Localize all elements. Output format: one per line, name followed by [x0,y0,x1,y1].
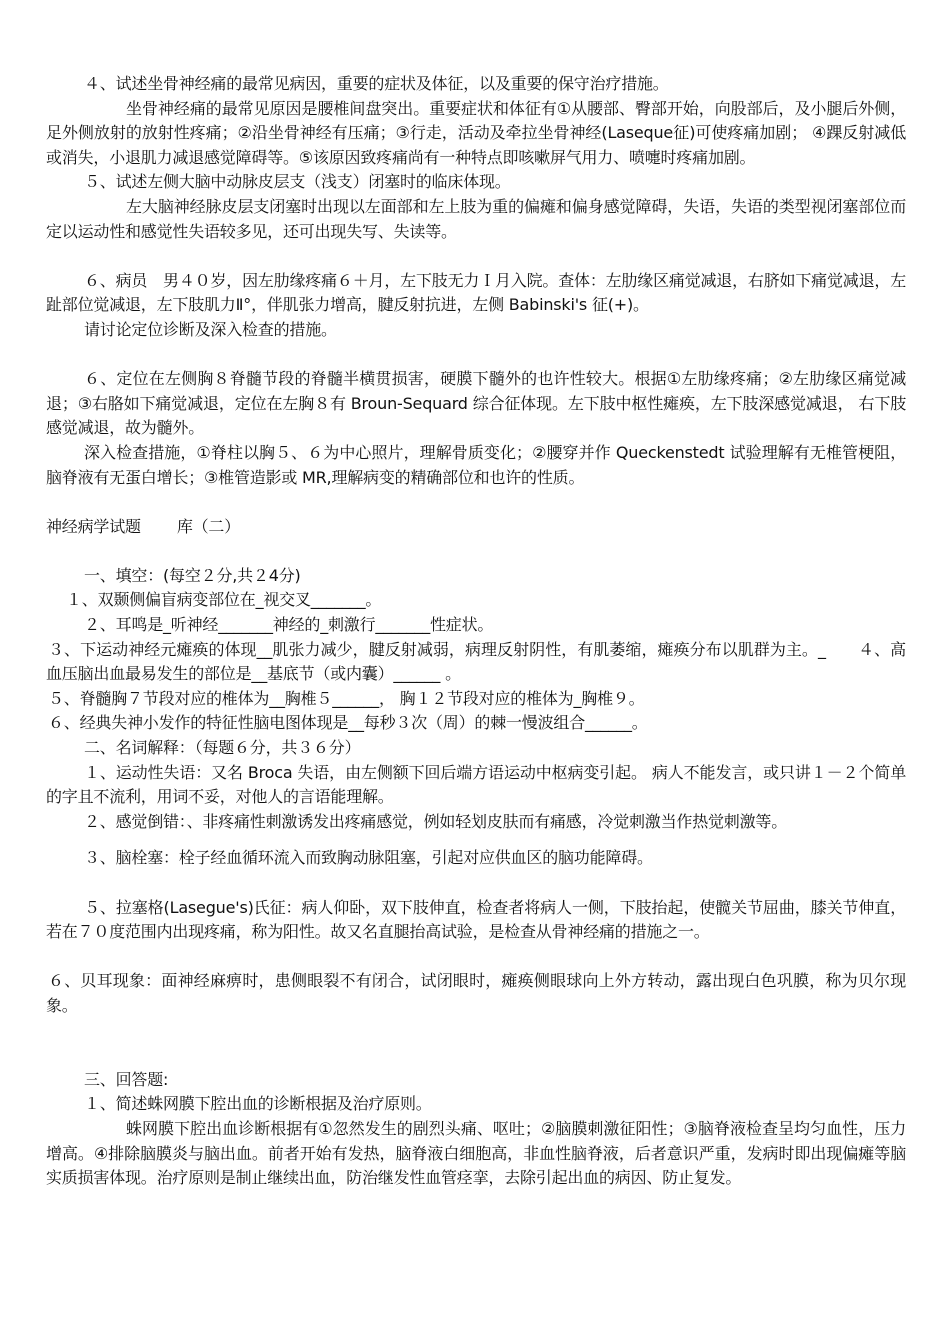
q6-exam: 深入检查措施，①脊柱以胸５、６为中心照片，理解骨质变化；②腰穿并作 Queckenstedt 试验理解有无椎管梗阻，脑脊液有无蛋白增长；③椎管造影或 MR,理解病变的精确部位和也许的性质。 [46,442,906,487]
spacer [46,834,906,846]
bank-title-b: 库（二） [176,516,241,536]
spacer [46,1019,906,1044]
fill-item-3: ３、下运动神经元瘫痪的体现__肌张力减少，腱反射减弱，病理反射阴性，有肌萎缩，瘫痪分布以肌群为主。_ ４、高血压脑出血最易发生的部位是__基底节（或内囊）______ 。 [46,639,906,684]
bank-title [46,515,906,540]
fill-header: 一、填空：(每空２分,共２4分) [84,565,301,585]
term-2: ２、感觉倒错：、非疼痛性刺激诱发出疼痛感觉，例如轻划皮肤而有痛感，冷觉刺激当作热觉刺激等。 [84,811,788,831]
answer-a1: 蛛网膜下腔出血诊断根据有①忽然发生的剧烈头痛、呕吐；②脑膜刺激征阳性；③脑脊液检查呈均匀血性，压力增高。④排除脑膜炎与脑出血。前者开始有发热，脑脊液白细胞高，非血性脑脊液，后者意识严重，发病时即出现偏瘫等脑实质损害体现。治疗原则是制止继续出血，防治继发性血管痉挛，去除引起出血的病因、防止复发。 [46,1118,906,1188]
term-6: ６、贝耳现象：面神经麻痹时，患侧眼裂不有闭合，试闭眼时，瘫痪侧眼球向上外方转动，露出现白色巩膜，称为贝尔现象。 [46,971,906,1015]
q5-answer: 左大脑神经脉皮层支闭塞时出现以左面部和左上肢为重的偏瘫和偏身感觉障碍，失语，失语的类型视闭塞部位而定以运动性和感觉性失语较多见，还可出现失写、失读等。 [46,196,906,241]
spacer [46,871,906,896]
fill-item-5: ５、脊髓胸７节段对应的椎体为__胸椎５______， 胸１２节段对应的椎体为_胸椎９。 [48,688,645,708]
fill-item-2: ２、耳鸣是_听神经_______神经的_刺激行_______性症状。 [84,615,494,635]
spacer [46,945,906,970]
q6-request: 请讨论定位诊断及深入检查的措施。 [84,319,337,339]
spacer [46,343,906,368]
term-1: １、运动性失语：又名 Broca 失语，由左侧额下回后端方语运动中枢病变引起。 病人不能发言，或只讲１－２个简单的字且不流利，用词不妥，对他人的言语能理解。 [46,762,906,807]
bank-title-a: 神经病学试题 [46,516,141,536]
q6-answer: ６、定位在左侧胸８脊髓节段的脊髓半横贯损害，硬膜下髓外的也许性较大。根据①左肋缘疼痛；②左肋缘区痛觉减退；③右胳如下痛觉减退，定位在左胸８有 Broun-Sequard 综合征体现。左下肢中枢性瘫痪，左下肢深感觉减退， 右下肢感觉减退，故为髓外。 [46,369,906,438]
answers-header: 三、回答题: [84,1069,169,1089]
fill-item-6: ６、经典失神小发作的特征性脑电图体现是__每秒３次（周）的棘一慢波组合______。 [48,713,648,733]
answer-q1: １、简述蛛网膜下腔出血的诊断根据及治疗原则。 [84,1094,432,1114]
terms-header: 二、名词解释：（每题６分，共３６分） [84,738,361,758]
spacer [46,539,906,564]
fill-item-1: １、双颞侧偏盲病变部位在_视交叉_______。 [66,590,382,610]
q5-question: ５、试述左侧大脑中动脉皮层支（浅支）闭塞时的临床体现。 [84,172,511,192]
spacer [46,244,906,269]
term-5: ５、拉塞格(Lasegue's)氏征：病人仰卧，双下肢伸直，检查者将病人一侧，下肢抬起，使髋关节屈曲，膝关节伸直，若在７０度范围内出现疼痛，称为阳性。故又名直腿抬高试验，是检查从骨神经痛的措施之一。 [46,897,906,942]
term-3: ３、脑栓塞：栓子经血循环流入而致胸动脉阻塞，引起对应供血区的脑功能障碍。 [84,848,653,868]
spacer [46,490,906,515]
q6-case: ６、病员 男４０岁，因左肋缘疼痛６＋月，左下肢无力Ｉ月入院。查体：左肋缘区痛觉减退，右脐如下痛觉减退，左趾部位觉减退，左下肢肌力Ⅱ°，伴肌张力增高，腱反射抗进，左侧 Babinski's 征(+)。 [46,270,906,315]
q4-question: ４、试述坐骨神经痛的最常见病因，重要的症状及体征，以及重要的保守治疗措施。 [84,74,669,93]
spacer [46,1043,906,1068]
q4-answer: 坐骨神经痛的最常见原因是腰椎间盘突出。重要症状和体征有①从腰部、臀部开始，向股部后，及小腿后外侧，足外侧放射的放射性疼痛；②沿坐骨神经有压痛；③行走，活动及牵拉坐骨神经(Laseque征)可使疼痛加剧； ④踝反射减低或消失，小退肌力减退感觉障碍等。⑤该原因致疼痛尚有一种特点即咳嗽屏气用力、喷嚏时疼痛加剧。 [46,98,906,167]
